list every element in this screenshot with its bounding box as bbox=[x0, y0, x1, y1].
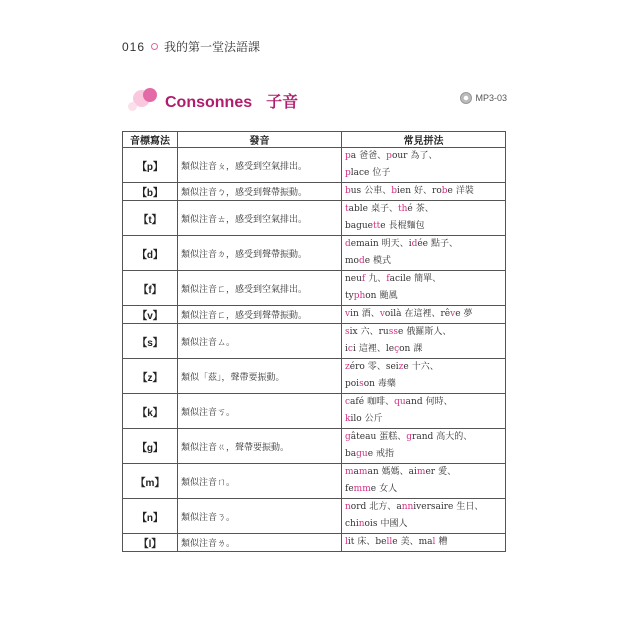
example-word bbox=[345, 256, 370, 266]
example-word bbox=[440, 309, 460, 319]
word-part: a bbox=[396, 502, 402, 512]
phonetic-symbol: 【v】 bbox=[123, 306, 178, 324]
section-title-zh: 子音 bbox=[266, 94, 299, 111]
table-row bbox=[123, 499, 506, 534]
separator: 、 bbox=[429, 362, 439, 372]
column-header-spellings: 常見拼法 bbox=[342, 132, 506, 148]
word-meaning: 蛋糕 bbox=[379, 432, 398, 442]
word-meaning: 女人 bbox=[379, 484, 398, 494]
example-word bbox=[345, 414, 362, 424]
separator: 、 bbox=[382, 186, 392, 196]
pronunciation-note: 類似注音ㄋ。 bbox=[178, 499, 342, 534]
word-part: ilo bbox=[350, 414, 362, 424]
example-line bbox=[345, 324, 502, 341]
phonetic-symbol: 【d】 bbox=[123, 236, 178, 271]
highlighted-letters: v bbox=[379, 309, 385, 319]
word-meaning: 俄羅斯人 bbox=[406, 327, 443, 337]
separator: 、 bbox=[377, 151, 387, 161]
word-part: e bbox=[370, 484, 377, 494]
example-word bbox=[345, 519, 377, 529]
table-row bbox=[123, 359, 506, 394]
highlighted-letters: p bbox=[345, 151, 351, 161]
word-meaning: 床 bbox=[357, 537, 367, 547]
highlighted-letters: b bbox=[441, 186, 448, 196]
example-word bbox=[379, 327, 404, 337]
example-word bbox=[345, 362, 365, 372]
example-word bbox=[345, 239, 379, 249]
example-word bbox=[409, 467, 435, 477]
word-meaning: 在這裡 bbox=[404, 309, 432, 319]
word-part: e bbox=[447, 186, 453, 196]
highlighted-letters: ph bbox=[353, 291, 366, 301]
highlighted-letters: ss bbox=[388, 327, 398, 337]
highlighted-letters: c bbox=[345, 397, 351, 407]
phonetic-symbol: 【p】 bbox=[123, 148, 178, 183]
separator: 、 bbox=[423, 186, 433, 196]
example-line bbox=[345, 148, 502, 165]
word-part: on bbox=[363, 379, 375, 389]
separator: 、 bbox=[376, 344, 386, 354]
pronunciation-note: 類似注音ㄈ，感受到聲帶振動。 bbox=[178, 306, 342, 324]
example-word bbox=[345, 467, 379, 477]
word-part: fe bbox=[345, 484, 354, 494]
highlighted-letters: gu bbox=[356, 449, 368, 459]
separator: 、 bbox=[366, 537, 376, 547]
highlighted-letters: l bbox=[345, 537, 348, 547]
separator: 、 bbox=[409, 537, 419, 547]
example-word bbox=[345, 168, 369, 178]
pronunciation-note: 類似注音ㄇ。 bbox=[178, 464, 342, 499]
word-part: ru bbox=[378, 327, 389, 337]
word-meaning: 高大的 bbox=[436, 432, 464, 442]
highlighted-letters: g bbox=[406, 432, 413, 442]
table-row bbox=[123, 271, 506, 306]
word-part: e bbox=[403, 362, 409, 372]
example-word bbox=[398, 204, 413, 214]
example-line bbox=[345, 271, 502, 288]
word-meaning: 美 bbox=[400, 537, 410, 547]
separator: 、 bbox=[397, 432, 407, 442]
word-part: afé bbox=[350, 397, 365, 407]
word-meaning: 長棍麵包 bbox=[388, 221, 425, 231]
word-meaning: 十六 bbox=[411, 362, 430, 372]
phonetic-symbol: 【s】 bbox=[123, 324, 178, 359]
word-meaning: 簡單 bbox=[414, 274, 433, 284]
highlighted-letters: z bbox=[345, 362, 350, 372]
example-word bbox=[345, 327, 358, 337]
word-part: ma bbox=[418, 537, 433, 547]
pronunciation-note: 類似「茲」，聲帶要振動。 bbox=[178, 359, 342, 394]
highlighted-letters: b bbox=[345, 186, 351, 196]
word-part: ai bbox=[408, 467, 417, 477]
column-header-symbol: 音標寫法 bbox=[123, 132, 178, 148]
example-line bbox=[345, 341, 502, 358]
word-part: our bbox=[391, 151, 408, 161]
pronunciation-note: 類似注音ㄊ，感受到空氣排出。 bbox=[178, 201, 342, 236]
word-part: emain bbox=[350, 239, 379, 249]
phonetic-symbol: 【n】 bbox=[123, 499, 178, 534]
word-part: able bbox=[348, 204, 368, 214]
example-line bbox=[345, 464, 502, 481]
example-word bbox=[345, 397, 364, 407]
word-part: acile bbox=[389, 274, 412, 284]
example-word bbox=[386, 344, 410, 354]
highlighted-letters: s bbox=[359, 379, 364, 389]
separator: 、 bbox=[376, 362, 386, 372]
table-row bbox=[123, 183, 506, 201]
word-part: it bbox=[347, 537, 355, 547]
highlighted-letters: d bbox=[411, 239, 418, 249]
running-header bbox=[122, 38, 260, 55]
table-header-row bbox=[123, 132, 506, 148]
word-part: on bbox=[365, 291, 377, 301]
highlighted-letters: p bbox=[345, 168, 351, 178]
highlighted-letters: z bbox=[398, 362, 404, 372]
section-title-fr: Consonnes bbox=[165, 94, 253, 111]
book-title: 我的第一堂法語課 bbox=[164, 40, 261, 54]
word-meaning: 北方 bbox=[369, 502, 388, 512]
pronunciation-note: 類似注音ㄆ，感受到空氣排出。 bbox=[178, 148, 342, 183]
separator-dot-icon bbox=[151, 43, 158, 50]
section-title bbox=[165, 89, 298, 112]
example-word bbox=[386, 274, 411, 284]
word-part: é bbox=[407, 204, 413, 214]
example-line bbox=[345, 394, 502, 411]
word-part: on bbox=[399, 344, 411, 354]
example-word bbox=[345, 221, 386, 231]
example-spellings bbox=[342, 201, 506, 236]
pronunciation-note: 類似注音ㄉ，感受到聲帶振動。 bbox=[178, 236, 342, 271]
example-word bbox=[386, 151, 407, 161]
word-part: ba bbox=[345, 449, 357, 459]
word-part: be bbox=[375, 537, 387, 547]
word-meaning: 茶 bbox=[415, 204, 425, 214]
example-word bbox=[391, 186, 411, 196]
word-part: neu bbox=[345, 274, 362, 284]
highlighted-letters: n bbox=[358, 519, 365, 529]
highlighted-letters: m bbox=[358, 467, 368, 477]
example-spellings bbox=[342, 534, 506, 552]
example-word bbox=[345, 309, 359, 319]
example-spellings bbox=[342, 359, 506, 394]
table-row bbox=[123, 201, 506, 236]
example-spellings bbox=[342, 429, 506, 464]
pronunciation-note: 類似注音ㄈ，感受到空氣排出。 bbox=[178, 271, 342, 306]
highlighted-letters: b bbox=[391, 186, 397, 196]
separator: 、 bbox=[442, 327, 452, 337]
word-part: e bbox=[455, 309, 461, 319]
word-meaning: 為了 bbox=[410, 151, 429, 161]
highlighted-letters: t bbox=[345, 204, 349, 214]
example-spellings bbox=[342, 499, 506, 534]
word-meaning: 點子 bbox=[431, 239, 450, 249]
word-part: e bbox=[367, 449, 374, 459]
word-part: mo bbox=[345, 256, 359, 266]
word-part: ée bbox=[417, 239, 429, 249]
word-part: éro bbox=[349, 362, 365, 372]
phonetic-symbol: 【t】 bbox=[123, 201, 178, 236]
word-part: ord bbox=[350, 502, 367, 512]
pronunciation-note: 類似注音ㄍ，聲帶要振動。 bbox=[178, 429, 342, 464]
example-word bbox=[345, 344, 356, 354]
word-meaning: 公車 bbox=[364, 186, 383, 196]
example-word bbox=[345, 537, 354, 547]
highlighted-letters: s bbox=[345, 327, 350, 337]
highlighted-letters: v bbox=[450, 309, 456, 319]
audio-track-id: MP3-03 bbox=[475, 93, 507, 103]
example-line bbox=[345, 429, 502, 446]
separator: 、 bbox=[399, 467, 409, 477]
example-word bbox=[406, 432, 433, 442]
example-line bbox=[345, 236, 502, 253]
separator: 、 bbox=[388, 204, 398, 214]
separator: 、 bbox=[447, 467, 457, 477]
example-word bbox=[345, 449, 373, 459]
example-line bbox=[345, 376, 502, 393]
word-meaning: 毒藥 bbox=[377, 379, 396, 389]
table-row bbox=[123, 324, 506, 359]
word-part: ien bbox=[396, 186, 411, 196]
phonetic-symbol: 【m】 bbox=[123, 464, 178, 499]
separator: 、 bbox=[387, 502, 397, 512]
word-part: le bbox=[385, 344, 395, 354]
example-line bbox=[345, 359, 502, 376]
separator: 、 bbox=[449, 239, 459, 249]
highlighted-letters: d bbox=[345, 239, 351, 249]
word-meaning: 這裡 bbox=[358, 344, 377, 354]
highlighted-letters: f bbox=[361, 274, 366, 284]
word-meaning: 颱風 bbox=[379, 291, 398, 301]
separator: 、 bbox=[369, 327, 379, 337]
word-part: i bbox=[408, 239, 412, 249]
example-word bbox=[396, 502, 453, 512]
example-line bbox=[345, 516, 502, 533]
phonetic-symbol: 【z】 bbox=[123, 359, 178, 394]
example-spellings bbox=[342, 464, 506, 499]
separator: 、 bbox=[474, 502, 484, 512]
highlighted-letters: f bbox=[386, 274, 390, 284]
separator: 、 bbox=[432, 274, 442, 284]
example-word bbox=[345, 151, 356, 161]
example-spellings bbox=[342, 271, 506, 306]
word-meaning: 咖啡 bbox=[367, 397, 386, 407]
example-line bbox=[345, 288, 502, 305]
word-meaning: 媽媽 bbox=[381, 467, 400, 477]
word-meaning: 課 bbox=[413, 344, 423, 354]
word-meaning: 夢 bbox=[463, 309, 473, 319]
table-row bbox=[123, 236, 506, 271]
highlighted-letters: mm bbox=[353, 484, 371, 494]
highlighted-letters: g bbox=[345, 432, 351, 442]
column-header-pronunciation: 發音 bbox=[178, 132, 342, 148]
word-part: an bbox=[367, 467, 379, 477]
word-part: ro bbox=[432, 186, 442, 196]
word-part: oilà bbox=[384, 309, 402, 319]
highlighted-letters: k bbox=[345, 414, 351, 424]
word-part: e bbox=[392, 537, 398, 547]
example-line bbox=[345, 481, 502, 498]
separator: 、 bbox=[370, 309, 380, 319]
example-word bbox=[345, 502, 366, 512]
example-spellings bbox=[342, 148, 506, 183]
highlighted-letters: ll bbox=[386, 537, 393, 547]
example-word bbox=[394, 397, 423, 407]
word-meaning: 爸爸 bbox=[359, 151, 378, 161]
word-meaning: 桌子 bbox=[370, 204, 389, 214]
example-spellings bbox=[342, 324, 506, 359]
word-meaning: 酒 bbox=[361, 309, 371, 319]
example-line bbox=[345, 446, 502, 463]
table-row bbox=[123, 534, 506, 552]
word-part: sei bbox=[385, 362, 399, 372]
word-meaning: 糟 bbox=[438, 537, 448, 547]
table-row bbox=[123, 429, 506, 464]
word-part: âteau bbox=[350, 432, 377, 442]
example-word bbox=[345, 379, 375, 389]
word-meaning: 明天 bbox=[381, 239, 400, 249]
example-line bbox=[345, 253, 502, 270]
highlighted-letters: tt bbox=[373, 221, 381, 231]
word-meaning: 中國人 bbox=[380, 519, 408, 529]
table-row bbox=[123, 464, 506, 499]
word-part: e bbox=[364, 256, 371, 266]
example-spellings bbox=[342, 236, 506, 271]
highlighted-letters: nn bbox=[401, 502, 414, 512]
example-line bbox=[345, 411, 502, 428]
example-line bbox=[345, 165, 502, 182]
example-word bbox=[345, 291, 376, 301]
table-row bbox=[123, 394, 506, 429]
highlighted-letters: n bbox=[345, 502, 351, 512]
phonetic-symbol: 【k】 bbox=[123, 394, 178, 429]
example-word bbox=[345, 204, 368, 214]
word-part: and bbox=[405, 397, 423, 407]
separator: 、 bbox=[463, 432, 473, 442]
word-part: i bbox=[345, 344, 348, 354]
highlighted-letters: ç bbox=[394, 344, 400, 354]
word-part: us bbox=[350, 186, 362, 196]
highlighted-letters: m bbox=[416, 467, 426, 477]
word-meaning: 公斤 bbox=[364, 414, 383, 424]
example-word bbox=[345, 432, 376, 442]
example-line bbox=[345, 201, 502, 218]
word-meaning: 好 bbox=[414, 186, 424, 196]
pronunciation-note: 類似注音ㄎ。 bbox=[178, 394, 342, 429]
separator: 、 bbox=[377, 274, 387, 284]
example-word bbox=[345, 484, 376, 494]
word-part: a bbox=[353, 467, 359, 477]
example-line bbox=[345, 306, 502, 323]
word-part: ois bbox=[364, 519, 378, 529]
separator: 、 bbox=[431, 309, 441, 319]
example-word bbox=[419, 537, 436, 547]
separator: 、 bbox=[443, 397, 453, 407]
word-part: ty bbox=[345, 291, 354, 301]
cd-disc-icon bbox=[460, 92, 472, 104]
word-part: chi bbox=[345, 519, 359, 529]
pronunciation-note: 類似注音ㄙ。 bbox=[178, 324, 342, 359]
bubble-decoration-icon bbox=[128, 102, 137, 111]
example-line bbox=[345, 534, 502, 551]
word-meaning: 九 bbox=[368, 274, 378, 284]
phonetic-symbol: 【b】 bbox=[123, 183, 178, 201]
highlighted-letters: qu bbox=[394, 397, 406, 407]
word-meaning: 六 bbox=[360, 327, 370, 337]
example-word bbox=[386, 362, 409, 372]
highlighted-letters: th bbox=[398, 204, 408, 214]
word-meaning: 戒指 bbox=[376, 449, 395, 459]
section-heading bbox=[127, 86, 507, 116]
pronunciation-note: 類似注音ㄌ。 bbox=[178, 534, 342, 552]
example-spellings bbox=[342, 183, 506, 201]
word-meaning: 零 bbox=[367, 362, 377, 372]
highlighted-letters: l bbox=[432, 537, 436, 547]
consonant-table bbox=[122, 131, 506, 552]
word-meaning: 生日 bbox=[456, 502, 475, 512]
table-row bbox=[123, 148, 506, 183]
phonetic-symbol: 【g】 bbox=[123, 429, 178, 464]
word-part: iversaire bbox=[413, 502, 454, 512]
highlighted-letters: p bbox=[386, 151, 392, 161]
word-part: i bbox=[352, 344, 356, 354]
example-spellings bbox=[342, 394, 506, 429]
separator: 、 bbox=[399, 239, 409, 249]
separator: 、 bbox=[428, 151, 438, 161]
bubble-decoration-icon bbox=[143, 88, 157, 102]
example-word bbox=[375, 537, 397, 547]
phonetic-symbol: 【l】 bbox=[123, 534, 178, 552]
word-part: rê bbox=[440, 309, 451, 319]
word-part: rand bbox=[412, 432, 434, 442]
highlighted-letters: c bbox=[347, 344, 353, 354]
example-word bbox=[380, 309, 402, 319]
example-line bbox=[345, 499, 502, 516]
word-meaning: 位子 bbox=[372, 168, 391, 178]
word-part: e bbox=[397, 327, 404, 337]
word-part: ix bbox=[349, 327, 358, 337]
word-part: er bbox=[425, 467, 436, 477]
word-meaning: 洋裝 bbox=[455, 186, 474, 196]
highlighted-letters: m bbox=[345, 467, 354, 477]
page-number: 016 bbox=[122, 39, 146, 54]
separator: 、 bbox=[424, 204, 434, 214]
highlighted-letters: v bbox=[345, 309, 351, 319]
example-word bbox=[409, 239, 428, 249]
example-word bbox=[345, 186, 361, 196]
word-meaning: 模式 bbox=[373, 256, 392, 266]
example-word bbox=[345, 274, 365, 284]
word-part: bague bbox=[345, 221, 374, 231]
highlighted-letters: d bbox=[358, 256, 365, 266]
example-line bbox=[345, 183, 502, 200]
pronunciation-note: 類似注音ㄅ，感受到聲帶振動。 bbox=[178, 183, 342, 201]
phonetic-symbol: 【f】 bbox=[123, 271, 178, 306]
example-spellings bbox=[342, 306, 506, 324]
word-part: poi bbox=[345, 379, 360, 389]
word-part: in bbox=[350, 309, 359, 319]
word-part: lace bbox=[350, 168, 370, 178]
word-meaning: 愛 bbox=[438, 467, 448, 477]
word-meaning: 何時 bbox=[425, 397, 444, 407]
word-part: a bbox=[350, 151, 357, 161]
separator: 、 bbox=[385, 397, 395, 407]
audio-track-label bbox=[460, 92, 507, 104]
example-word bbox=[432, 186, 453, 196]
word-part: e bbox=[380, 221, 386, 231]
example-line bbox=[345, 218, 502, 235]
table-row bbox=[123, 306, 506, 324]
